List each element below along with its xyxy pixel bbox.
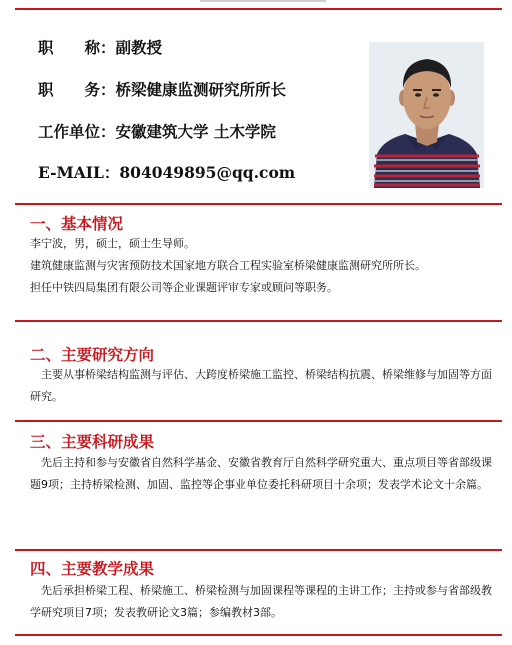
email-value: 804049895@qq.com: [119, 163, 296, 182]
section-1-rule: [15, 203, 502, 205]
title-label: 职 称：: [38, 38, 116, 57]
workplace-field: [38, 120, 276, 142]
section-research-title: 二、主要研究方向: [30, 346, 155, 364]
portrait-photo: [369, 42, 484, 188]
section-basic-title: 一、基本情况: [30, 215, 124, 233]
title-value: 副教授: [115, 38, 163, 57]
section-teaching-title: 四、主要教学成果: [30, 560, 155, 578]
section-science-body: 先后主持和参与安徽省自然科学基金、安徽省教育厅自然科学研究重大、重点项目等省部级课题9项；主持桥梁检测、加固、监控等企事业单位委托科研项目十余项；发表学术论文十余篇。: [30, 456, 492, 491]
basic-line-3: 担任中铁四局集团有限公司等企业课题评审专家或顾问等职务。: [30, 281, 338, 294]
section-2-rule: [15, 320, 502, 322]
basic-line-1: 李宁波，男，硕士，硕士生导师。: [30, 237, 195, 250]
section-teaching-body: 先后承担桥梁工程、桥梁施工、桥梁检测与加固课程等课程的主讲工作；主持或参与省部级教学研究项目7项；发表教研论文3篇；参编教材3部。: [30, 584, 492, 619]
workplace-value: 安徽建筑大学 土木学院: [115, 122, 276, 141]
position-label: 职 务：: [38, 80, 116, 99]
section-3-rule: [15, 420, 502, 422]
top-divider: [200, 0, 326, 2]
workplace-label: 工作单位：: [38, 122, 116, 141]
position-value: 桥梁健康监测研究所所长: [115, 80, 287, 99]
email-label: E-MAIL：: [38, 163, 120, 182]
section-4-rule: [15, 549, 502, 551]
header-rule: [15, 8, 502, 10]
section-science-title: 三、主要科研成果: [30, 433, 155, 451]
section-basic-body: [30, 233, 502, 299]
email-field: [38, 161, 295, 183]
basic-line-2: 建筑健康监测与灾害预防技术国家地方联合工程实验室桥梁健康监测研究所所长。: [30, 259, 426, 272]
footer-rule: [15, 634, 502, 636]
portrait-illustration: [369, 42, 484, 188]
title-field: [38, 36, 162, 58]
section-research-body: 主要从事桥梁结构监测与评估、大跨度桥梁施工监控、桥梁结构抗震、桥梁维修与加固等方面研究。: [30, 368, 492, 403]
position-field: [38, 78, 286, 100]
